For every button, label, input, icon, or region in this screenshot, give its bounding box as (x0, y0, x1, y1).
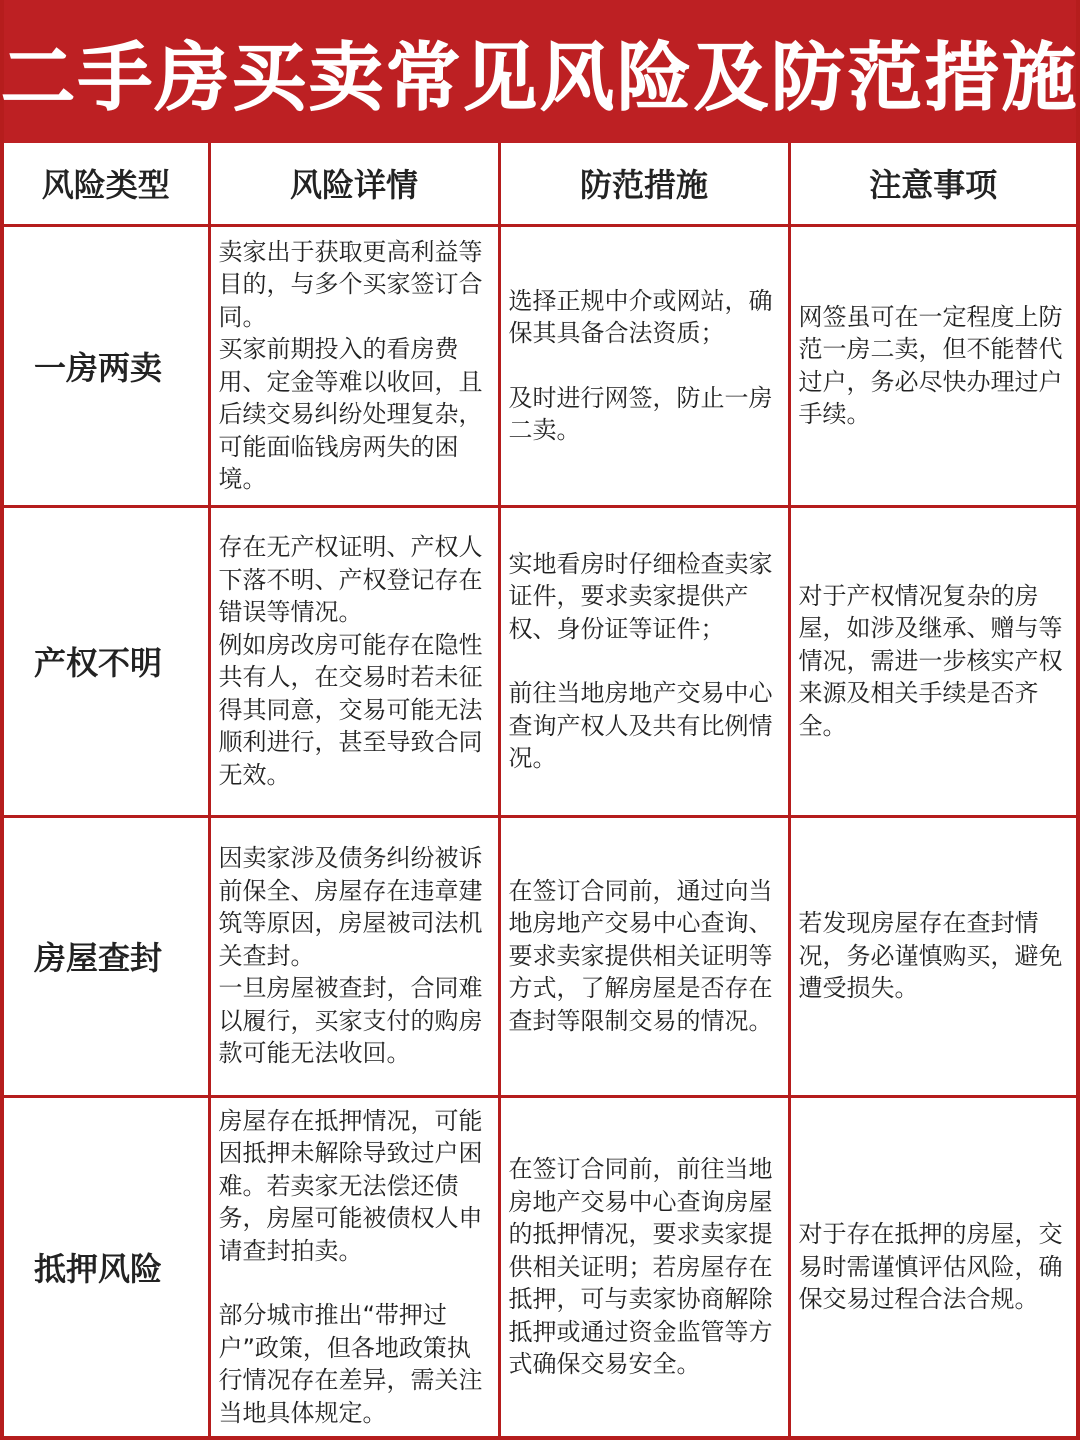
prevention-cell (499, 225, 789, 506)
risk-detail-cell (209, 506, 499, 816)
risk-table (4, 143, 1076, 1436)
paragraph-spacer (219, 1267, 488, 1299)
notes-cell: 对于产权情况复杂的房屋，如涉及继承、赠与等情况，需进一步核实产权来源及相关手续是否齐全。 (789, 506, 1076, 816)
risk-detail-paragraph: 因卖家涉及债务纠纷被诉前保全、房屋存在违章建筑等原因，房屋被司法机关查封。 (218, 844, 483, 970)
risk-detail-paragraph: 房屋存在抵押情况，可能因抵押未解除导致过户困难。若卖家无法偿还债务，房屋可能被债权人申请查封拍卖。 (218, 1106, 483, 1265)
header-notes: 注意事项 (789, 143, 1076, 225)
risk-type-cell: 产权不明 (4, 506, 209, 816)
risk-detail-paragraph: 买家前期投入的看房费用、定金等难以收回，且后续交易纠纷处理复杂，可能面临钱房两失的困境。 (218, 335, 483, 493)
header-risk-type: 风险类型 (4, 143, 209, 225)
header-prevention: 防范措施 (499, 143, 789, 225)
prevention-cell (499, 1096, 789, 1436)
table-header-row (4, 143, 1076, 225)
risk-detail-paragraph: 一旦房屋被查封，合同难以履行，买家支付的购房款可能无法收回。 (218, 974, 483, 1068)
risk-type-cell: 房屋查封 (4, 816, 209, 1096)
prevention-paragraph: 在签订合同前，通过向当地房地产交易中心查询、要求卖家提供相关证明等方式，了解房屋是否存在查封等限制交易的情况。 (508, 876, 773, 1035)
prevention-paragraph: 选择正规中介或网站，确保其具备合法资质； (508, 286, 773, 347)
table-row (4, 816, 1076, 1096)
risk-detail-paragraph: 例如房改房可能存在隐性共有人，在交易时若未征得其同意，交易可能无法顺利进行，甚至导致合同无效。 (218, 630, 483, 789)
risk-type-cell: 抵押风险 (4, 1096, 209, 1436)
risk-detail-cell (209, 816, 499, 1096)
risk-detail-cell (209, 1096, 499, 1436)
risk-detail-cell (209, 225, 499, 506)
notes-cell: 若发现房屋存在查封情况，务必谨慎购买，避免遭受损失。 (789, 816, 1076, 1096)
paragraph-spacer (509, 350, 778, 382)
risk-type-cell: 一房两卖 (4, 225, 209, 506)
notes-cell: 网签虽可在一定程度上防范一房二卖，但不能替代过户，务必尽快办理过户手续。 (789, 225, 1076, 506)
prevention-cell (499, 816, 789, 1096)
prevention-paragraph: 前往当地房地产交易中心查询产权人及共有比例情况。 (508, 679, 773, 772)
paragraph-spacer (509, 645, 778, 677)
table-row (4, 225, 1076, 506)
table-row (4, 506, 1076, 816)
prevention-paragraph: 及时进行网签，防止一房二卖。 (508, 383, 773, 444)
notes-cell: 对于存在抵押的房屋，交易时需谨慎评估风险，确保交易过程合法合规。 (789, 1096, 1076, 1436)
risk-detail-paragraph: 存在无产权证明、产权人下落不明、产权登记存在错误等情况。 (218, 533, 483, 626)
title-banner (1, 0, 1079, 143)
risk-detail-paragraph: 卖家出于获取更高利益等目的，与多个买家签订合同。 (218, 237, 483, 331)
prevention-paragraph: 实地看房时仔细检查卖家证件，要求卖家提供产权、身份证等证件； (508, 549, 773, 643)
prevention-paragraph: 在签订合同前，前往当地房地产交易中心查询房屋的抵押情况，要求卖家提供相关证明；若房屋存在抵押，可与卖家协商解除抵押或通过资金监管等方式确保交易安全。 (508, 1155, 773, 1378)
prevention-cell (499, 506, 789, 816)
risk-detail-paragraph: 部分城市推出“带押过户”政策，但各地政策执行情况存在差异，需关注当地具体规定。 (218, 1301, 483, 1427)
page-title: 二手房买卖常见风险及防范措施 (1, 34, 1079, 121)
table-row (4, 1096, 1076, 1436)
header-risk-detail: 风险详情 (209, 143, 499, 225)
